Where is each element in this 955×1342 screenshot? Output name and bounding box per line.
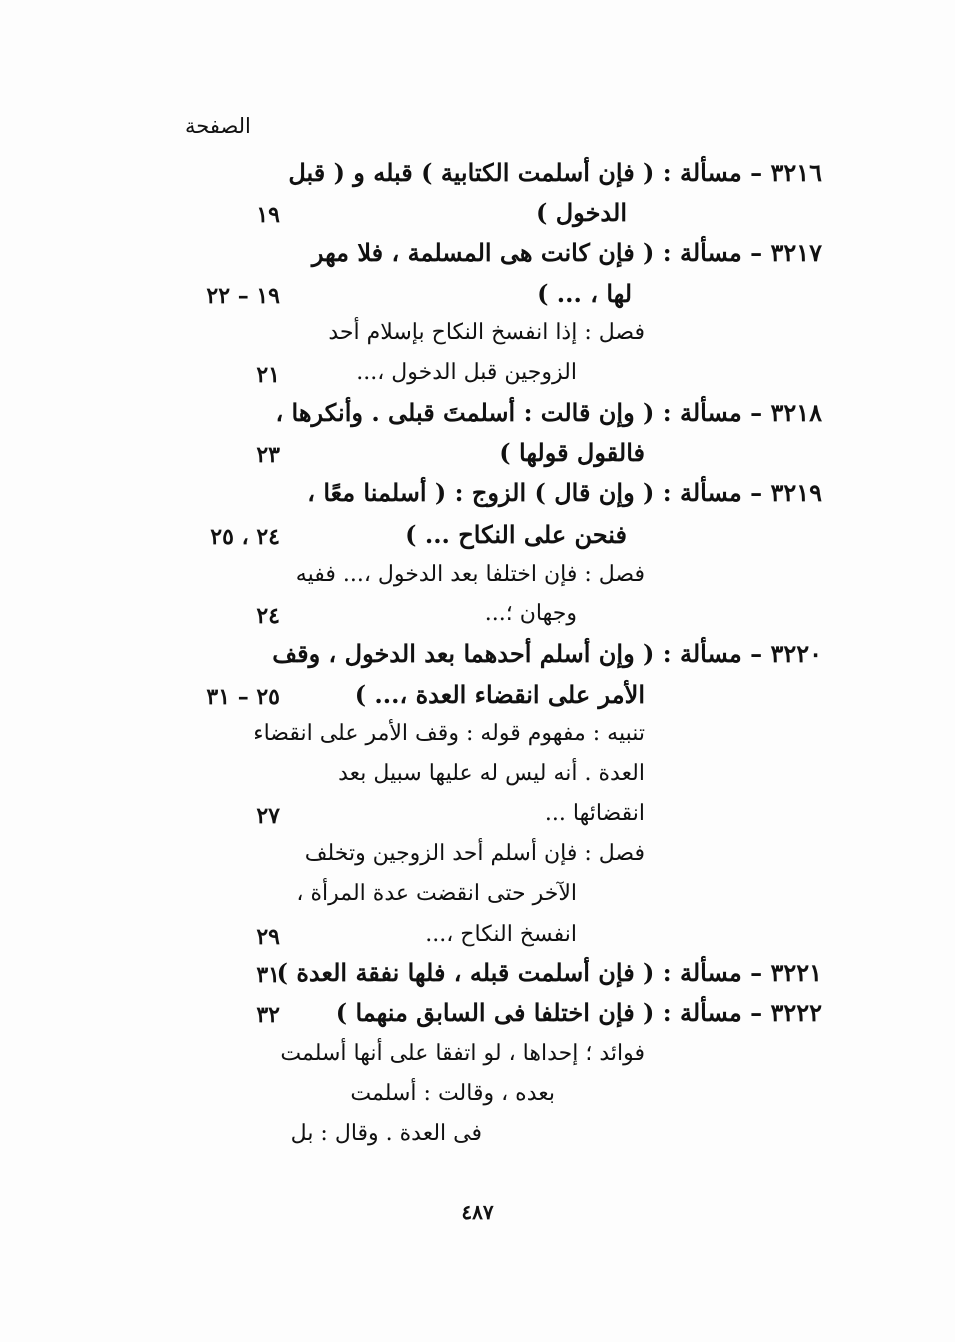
section-line: فصل : فإن اختلفا بعد الدخول ،... ففيه: [295, 562, 645, 587]
page-column-header: الصفحة: [185, 114, 251, 138]
entry-line: لها ، ... ): [537, 279, 632, 308]
note-line: انقضائها ...: [544, 801, 645, 826]
page-reference: ٣١: [256, 962, 280, 988]
section-line: انفسخ النكاح ،...: [425, 922, 577, 947]
entry-line: ٣٢٢٢ – مسألة : ( فإن اختلفا فى السابق منهما ): [335, 998, 822, 1027]
section-line: وجهان ؛...: [484, 601, 577, 626]
section-line: الآخر حتى انقضت عدة المرأة ،: [296, 881, 577, 906]
page-reference: ٣٢: [256, 1002, 280, 1028]
page-reference: ٢٩: [256, 924, 280, 950]
entry-line: ٣٢١٩ – مسألة : ( وإن قال ) الزوج : ( أسلمنا معًا ،: [307, 478, 822, 507]
entry-line: ٣٢٢٠ – مسألة : ( وإن أسلم أحدهما بعد الدخول ، وقف: [272, 639, 822, 668]
entry-line: فنحن على النكاح ... ): [405, 520, 627, 549]
section-line: فصل : فإن أسلم أحد الزوجين وتخلف: [304, 841, 645, 866]
page-reference: ٢٣: [256, 442, 280, 468]
note-line: العدة . أنه ليس له عليها سبيل بعد: [338, 761, 645, 786]
section-line: الزوجين قبل الدخول ،...: [356, 360, 577, 385]
entry-line: الأمر على انقضاء العدة ،... ): [354, 680, 645, 709]
note-line: فى العدة . وقال : بل: [290, 1121, 482, 1146]
page-reference: ٢٧: [256, 803, 280, 829]
page-reference: ١٩: [256, 202, 280, 228]
section-line: فصل : إذا انفسخ النكاح بإسلام أحد: [328, 320, 645, 345]
page-reference: ٢٤ ، ٢٥: [210, 524, 280, 550]
note-line: تنبيه : مفهوم قوله : وقف الأمر على انقضاء: [253, 721, 645, 746]
page-reference: ٢٥ – ٣١: [206, 684, 280, 710]
page-reference: ٢٤: [256, 603, 280, 629]
note-line: فوائد ؛ إحداها ، لو اتفقا على أنها أسلمت: [280, 1041, 645, 1066]
entry-line: فالقول قولها ): [499, 438, 645, 467]
page-reference: ٢١: [256, 362, 280, 388]
page-number: ٤٨٧: [461, 1200, 494, 1224]
entry-line: ٣٢١٦ – مسألة : ( فإن أسلمت الكتابية ) قبله و ( قبل: [288, 158, 822, 187]
entry-line: ٣٢٢١ – مسألة : ( فإن أسلمت قبله ، فلها نفقة العدة ): [276, 958, 822, 987]
entry-line: الدخول ): [536, 198, 627, 227]
page-reference: ١٩ – ٢٢: [206, 283, 280, 309]
entry-line: ٣٢١٨ – مسألة : ( وإن قالت : أسلمتَ قبلى . وأنكرها ،: [275, 398, 822, 427]
entry-line: ٣٢١٧ – مسألة : ( فإن كانت هى المسلمة ، فلا مهر: [311, 238, 822, 267]
note-line: بعده ، وقالت : أسلمت: [350, 1081, 555, 1106]
